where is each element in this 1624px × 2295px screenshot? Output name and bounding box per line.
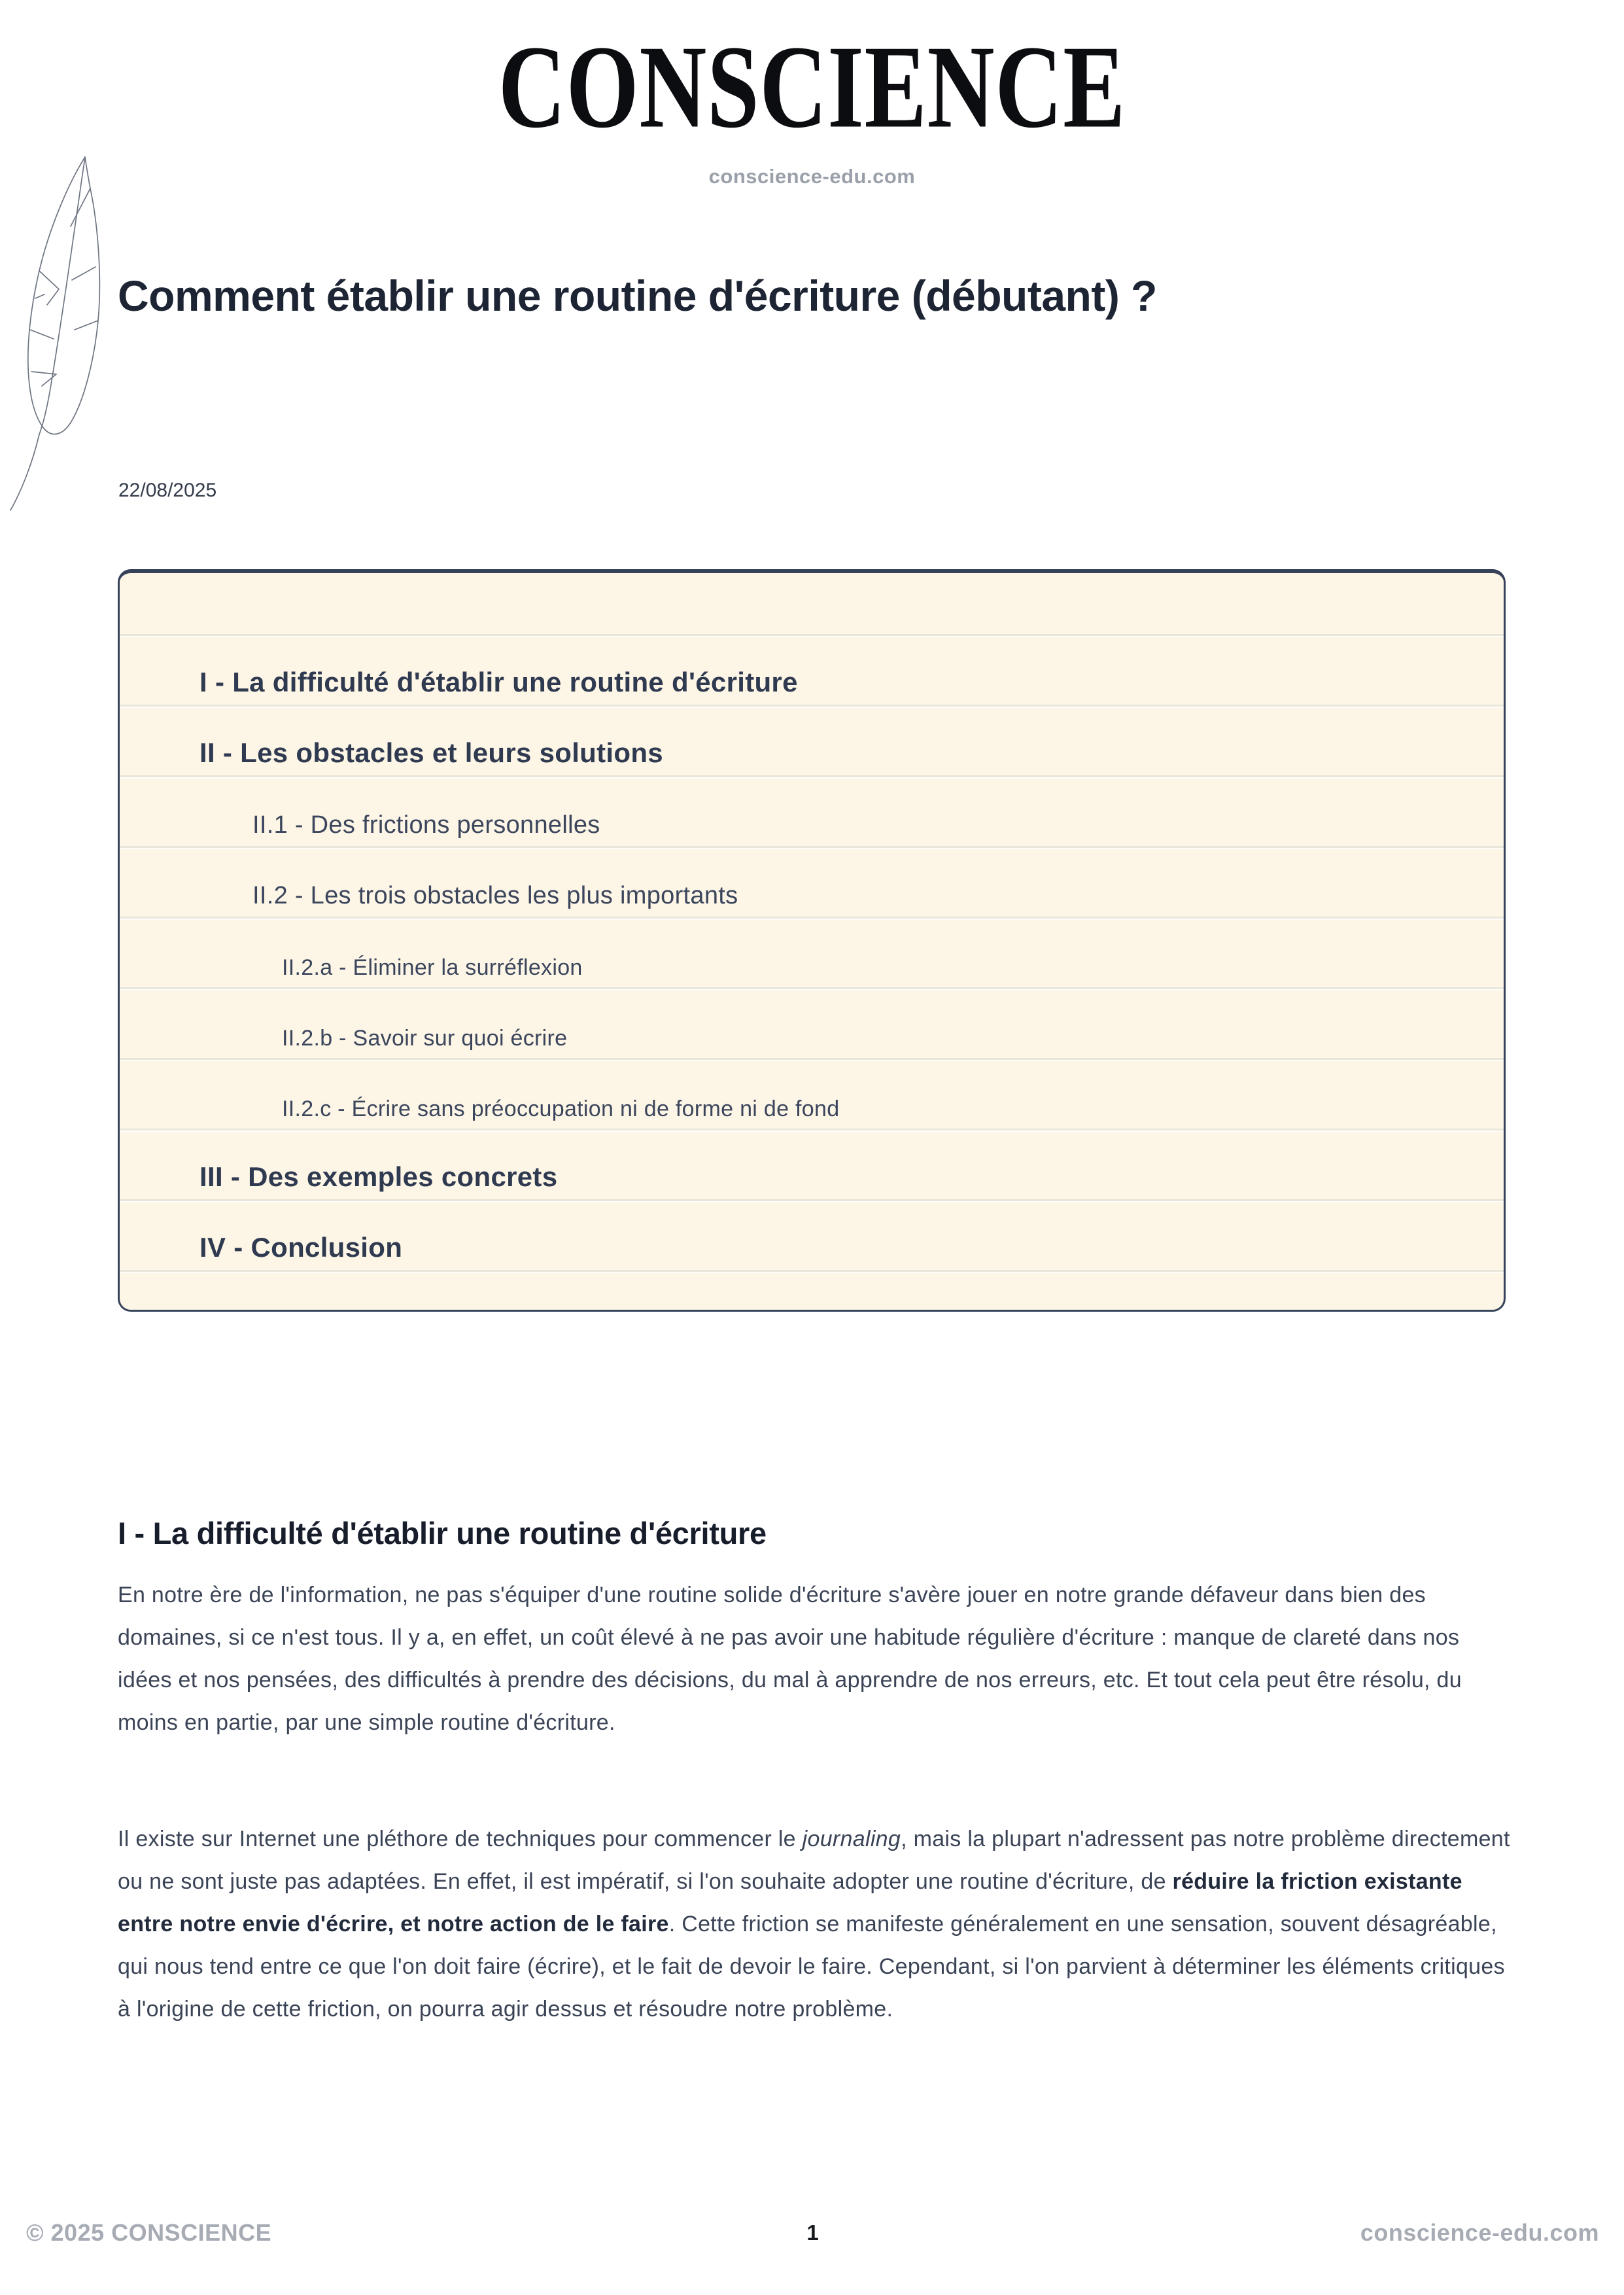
page-number: 1 [806,2220,819,2245]
site-url-header: conscience-edu.com [708,165,916,188]
toc-item-label: II.2 - Les trois obstacles les plus importants [252,882,738,909]
toc-item-label: II.2.b - Savoir sur quoi écrire [282,1026,568,1051]
feather-quill-icon [1,149,126,516]
page-footer [26,2219,1599,2247]
toc-item-label: II.1 - Des frictions personnelles [252,811,600,839]
toc-item-label: IV - Conclusion [199,1232,403,1263]
toc-item-label: I - La difficulté d'établir une routine d'écriture [199,667,798,697]
toc-item-label: II.2.c - Écrire sans préoccupation ni de forme ni de fond [282,1096,840,1121]
toc-item-III [120,1130,1504,1201]
toc-item-II-2-b [120,989,1504,1060]
toc-item-II [120,707,1504,777]
toc-ruled-spacer [120,573,1504,636]
paragraph-text: Il existe sur Internet une pléthore de techniques pour commencer le [118,1827,803,1851]
table-of-contents [118,569,1506,1312]
toc-item-II-1 [120,777,1504,848]
section-paragraph-1: En notre ère de l'information, ne pas s'équiper d'une routine solide d'écriture s'avère jouer en notre grande défaveur dans bien des domaines, si ce n'est tous. Il y a, en effet, un coût élevé à ne pas avoir une habitude régulière d'écriture : manque de clareté dans nos idées et nos pensées, des difficultés à prendre des décisions, du mal à apprendre de nos erreurs, etc. Et tout cela peut être résolu, du moins en partie, par une simple routine d'écriture. [118,1583,1462,1735]
toc-item-II-2-a [120,919,1504,989]
paragraph-text: . Cette friction se manifeste généralement en une sensation, souvent désagréable, qui nous tend entre ce que l'on doit faire (écrire), et le fait de devoir le faire. Cependant, si l'on parvient à déterminer les éléments critiques à l'origine de cette friction, on pourra agir dessus et résoudre notre problème. [118,1912,1505,2022]
toc-item-II-2 [120,848,1504,919]
page-title: Comment établir une routine d'écriture (débutant) ? [118,272,1157,320]
toc-item-label: III - Des exemples concrets [199,1161,558,1192]
section-heading: I - La difficulté d'établir une routine d'écriture [118,1516,767,1550]
paragraph-text: , mais la plupart n'adressent pas notre problème directement ou ne sont juste pas adaptées. En effet, il est impératif, si l'on souhaite adopter une routine d'écriture, de [118,1827,1510,1894]
article-date: 22/08/2025 [118,480,217,501]
brand-masthead: CONSCIENCE [498,22,1126,153]
toc-item-label: II.2.a - Éliminer la surréflexion [282,955,583,980]
footer-site-url: conscience-edu.com [1360,2219,1599,2246]
section-paragraph-2 [118,1818,1517,2031]
toc-item-IV [120,1201,1504,1272]
paragraph-italic-text: journaling [802,1827,901,1851]
toc-item-II-2-c [120,1060,1504,1130]
toc-item-label: II - Les obstacles et leurs solutions [199,737,663,768]
footer-copyright: © 2025 CONSCIENCE [26,2219,272,2246]
paragraph-bold-text: réduire la friction existante entre notre envie d'écrire, et notre action de le faire [118,1869,1462,1936]
toc-item-I [120,636,1504,707]
